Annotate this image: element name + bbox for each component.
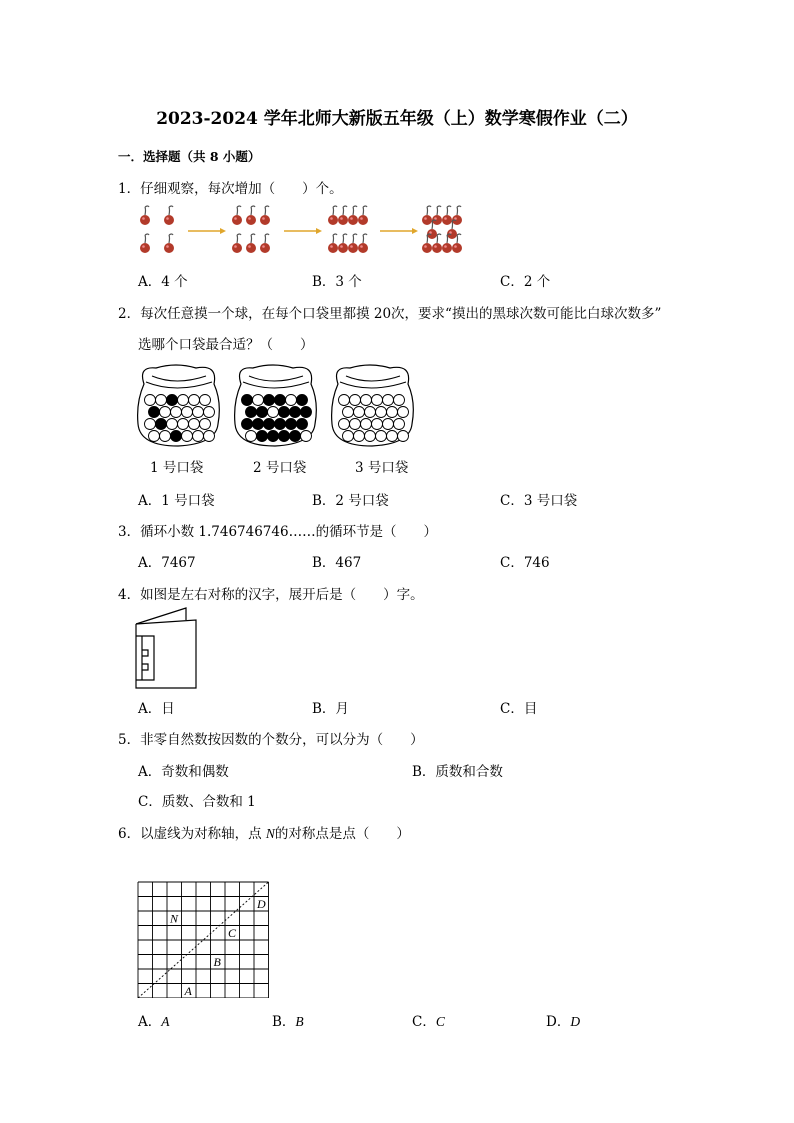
cherry-icon [164, 206, 174, 225]
q3-option-b: B．467 [312, 555, 362, 571]
page-title: 2023-2024 学年北师大新版五年级（上）数学寒假作业（二） [156, 109, 638, 129]
black-ball [246, 407, 257, 418]
question-1-text: 1．仔细观察，每次增加（ ）个。 [118, 181, 343, 197]
white-ball [365, 407, 376, 418]
white-ball [383, 419, 394, 430]
q5-option-b: B．质数和合数 [412, 764, 503, 780]
grid-point-label-c: C [228, 926, 237, 940]
white-ball [387, 431, 398, 442]
white-ball [156, 395, 167, 406]
white-ball [372, 419, 383, 430]
white-ball [343, 431, 354, 442]
black-ball [279, 431, 290, 442]
white-ball [200, 395, 211, 406]
grid-figure [136, 880, 276, 998]
white-ball [145, 395, 156, 406]
black-ball [242, 395, 253, 406]
question-2-text-line2: 选哪个口袋最合适？（ ） [138, 337, 314, 353]
black-ball [290, 407, 301, 418]
black-ball [297, 419, 308, 430]
black-ball [275, 419, 286, 430]
white-ball [193, 407, 204, 418]
white-ball [171, 407, 182, 418]
section-heading: 一．选择题（共 8 小题） [118, 149, 261, 164]
q6-option-d: D．D [546, 1014, 581, 1030]
black-ball [242, 419, 253, 430]
white-ball [182, 431, 193, 442]
question-3-text: 3．循环小数 1.746746746……的循环节是（ ） [118, 524, 438, 540]
grid-point-label-n: N [170, 911, 179, 926]
grid-point-label-b: B [213, 955, 221, 969]
q5-option-a: A．奇数和偶数 [138, 764, 229, 780]
white-ball [350, 419, 361, 430]
white-ball [387, 407, 398, 418]
black-ball [301, 407, 312, 418]
q4-option-b: B．月 [312, 701, 349, 717]
white-ball [398, 431, 409, 442]
white-ball [376, 431, 387, 442]
question-4-text: 4．如图是左右对称的汉字，展开后是（ ）字。 [118, 587, 424, 603]
q2-option-c: C．3 号口袋 [500, 493, 578, 509]
q5-option-c: C．质数、合数和 1 [138, 794, 256, 810]
white-ball [354, 407, 365, 418]
white-ball [376, 407, 387, 418]
bag-3-caption: 3 号口袋 [355, 460, 409, 476]
black-ball [156, 419, 167, 430]
black-ball [253, 419, 264, 430]
black-ball [264, 395, 275, 406]
white-ball [246, 431, 257, 442]
q4-option-a: A．日 [138, 701, 175, 717]
question-6-text: 6．以虚线为对称轴，点 N的对称点是点（ ） [118, 826, 410, 842]
white-ball [365, 431, 376, 442]
white-ball [394, 395, 405, 406]
q2-option-a: A．1 号口袋 [138, 493, 215, 509]
black-ball [257, 431, 268, 442]
cherry-icon [164, 234, 174, 253]
q6-option-c: C．C [412, 1014, 445, 1030]
black-ball [171, 431, 182, 442]
arrow-icon [380, 228, 418, 234]
white-ball [372, 395, 383, 406]
q6-option-b: B．B [272, 1014, 304, 1030]
cherry-icon [140, 206, 150, 225]
white-ball [286, 395, 297, 406]
arrow-icon [284, 228, 322, 234]
grid-point-label-a: A [184, 984, 192, 998]
q1-option-a: A．4 个 [138, 274, 188, 290]
q6-option-a: A．A [138, 1014, 170, 1030]
white-ball [354, 431, 365, 442]
white-ball [268, 407, 279, 418]
black-ball [257, 407, 268, 418]
white-ball [182, 407, 193, 418]
cherry-icon [140, 234, 150, 253]
bag-icon [138, 365, 220, 446]
q3-option-c: C．746 [500, 555, 550, 571]
white-ball [145, 419, 156, 430]
folded-paper-icon [134, 606, 204, 690]
white-ball [200, 419, 211, 430]
black-ball [297, 395, 308, 406]
white-ball [301, 431, 312, 442]
q2-option-b: B．2 号口袋 [312, 493, 389, 509]
white-ball [204, 407, 215, 418]
white-ball [383, 395, 394, 406]
bag-icon [235, 365, 317, 446]
white-ball [178, 395, 189, 406]
white-ball [178, 419, 189, 430]
bags-figure [130, 362, 430, 452]
white-ball [253, 395, 264, 406]
q4-option-c: C．目 [500, 701, 538, 717]
white-ball [193, 431, 204, 442]
white-ball [361, 419, 372, 430]
q1-option-b: B．3 个 [312, 274, 362, 290]
white-ball [204, 431, 215, 442]
q1-option-c: C．2 个 [500, 274, 551, 290]
white-ball [394, 419, 405, 430]
bag-2-caption: 2 号口袋 [253, 460, 307, 476]
arrow-icon [188, 228, 226, 234]
white-ball [189, 395, 200, 406]
black-ball [268, 431, 279, 442]
grid-point-label-d: D [257, 897, 266, 911]
black-ball [167, 395, 178, 406]
bag-1-caption: 1 号口袋 [150, 460, 204, 476]
white-ball [361, 395, 372, 406]
question-2-text: 2．每次任意摸一个球，在每个口袋里都摸 20次，要求“摸出的黑球次数可能比白球次数多” [118, 306, 662, 322]
black-ball [290, 431, 301, 442]
white-ball [167, 419, 178, 430]
white-ball [160, 407, 171, 418]
white-ball [343, 407, 354, 418]
q3-option-a: A．7467 [138, 555, 196, 571]
question-5-text: 5．非零自然数按因数的个数分，可以分为（ ） [118, 732, 424, 748]
black-ball [279, 407, 290, 418]
white-ball [350, 395, 361, 406]
black-ball [264, 419, 275, 430]
black-ball [149, 407, 160, 418]
black-ball [286, 419, 297, 430]
white-ball [189, 419, 200, 430]
white-ball [339, 419, 350, 430]
white-ball [398, 407, 409, 418]
cherry-sequence-figure [140, 204, 470, 258]
white-ball [160, 431, 171, 442]
bag-icon [332, 365, 414, 446]
white-ball [149, 431, 160, 442]
white-ball [339, 395, 350, 406]
black-ball [275, 395, 286, 406]
